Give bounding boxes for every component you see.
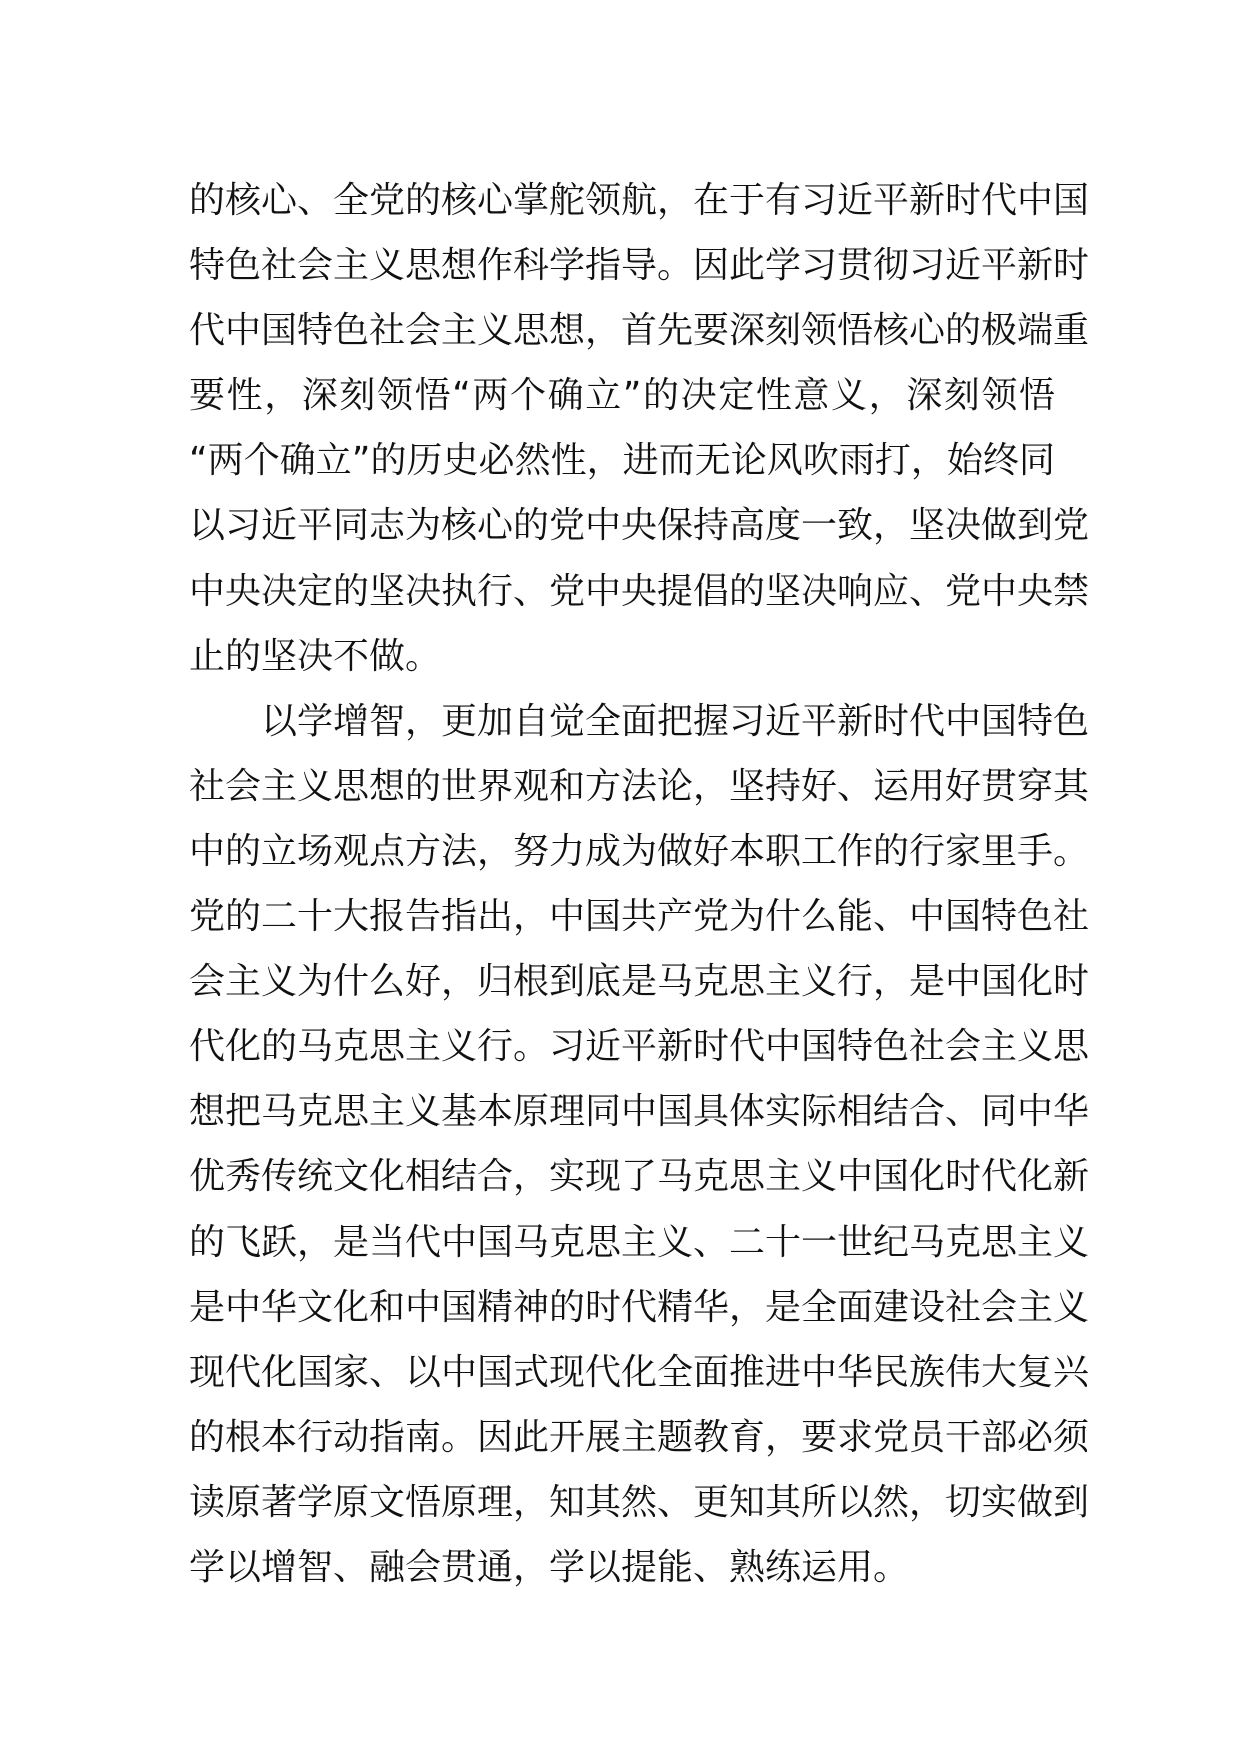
paragraph-2 [189, 689, 1090, 1600]
text-line: 以学增智，更加自觉全面把握习近平新时代中国特色 [261, 700, 1090, 742]
text-line: 党的二十大报告指出，中国共产党为什么能、中国特色社 [189, 896, 1090, 938]
text-line: 中央决定的坚决执行、党中央提倡的坚决响应、党中央禁 [189, 570, 1090, 612]
text-line: 现代化国家、以中国式现代化全面推进中华民族伟大复兴 [189, 1351, 1090, 1393]
text-line: 的核心、全党的核心掌舵领航，在于有习近平新时代中国 [189, 180, 1090, 221]
text-line: 优秀传统文化相结合，实现了马克思主义中国化时代化新 [189, 1156, 1090, 1198]
text-line: 以习近平同志为核心的党中央保持高度一致，坚决做到党 [189, 505, 1090, 547]
text-line: 的根本行动指南。因此开展主题教育，要求党员干部必须 [189, 1416, 1090, 1458]
text-line: “两个确立”的历史必然性，进而无论风吹雨打，始终同 [189, 440, 1055, 482]
paragraph-1 [189, 168, 1090, 689]
text-line: 学以增智、融会贯通，学以提能、熟练运用。 [189, 1546, 910, 1588]
text-line: 读原著学原文悟原理，知其然、更知其所以然，切实做到 [189, 1481, 1090, 1523]
text-line: 止的坚决不做。 [189, 635, 442, 677]
text-line: 的飞跃，是当代中国马克思主义、二十一世纪马克思主义 [189, 1221, 1090, 1263]
text-line: 会主义为什么好，归根到底是马克思主义行，是中国化时 [189, 961, 1090, 1003]
text-line: 要性，深刻领悟“两个确立”的决定性意义，深刻领悟 [189, 375, 1055, 417]
document-body [189, 168, 1090, 1600]
text-line: 中的立场观点方法，努力成为做好本职工作的行家里手。 [189, 830, 1090, 872]
text-line: 是中华文化和中国精神的时代精华，是全面建设社会主义 [189, 1286, 1090, 1328]
text-line: 社会主义思想的世界观和方法论，坚持好、运用好贯穿其 [189, 765, 1090, 807]
text-line: 想把马克思主义基本原理同中国具体实际相结合、同中华 [189, 1091, 1090, 1133]
text-line: 代中国特色社会主义思想，首先要深刻领悟核心的极端重 [189, 310, 1090, 352]
text-line: 代化的马克思主义行。习近平新时代中国特色社会主义思 [189, 1026, 1090, 1068]
text-line: 特色社会主义思想作科学指导。因此学习贯彻习近平新时 [189, 245, 1090, 287]
